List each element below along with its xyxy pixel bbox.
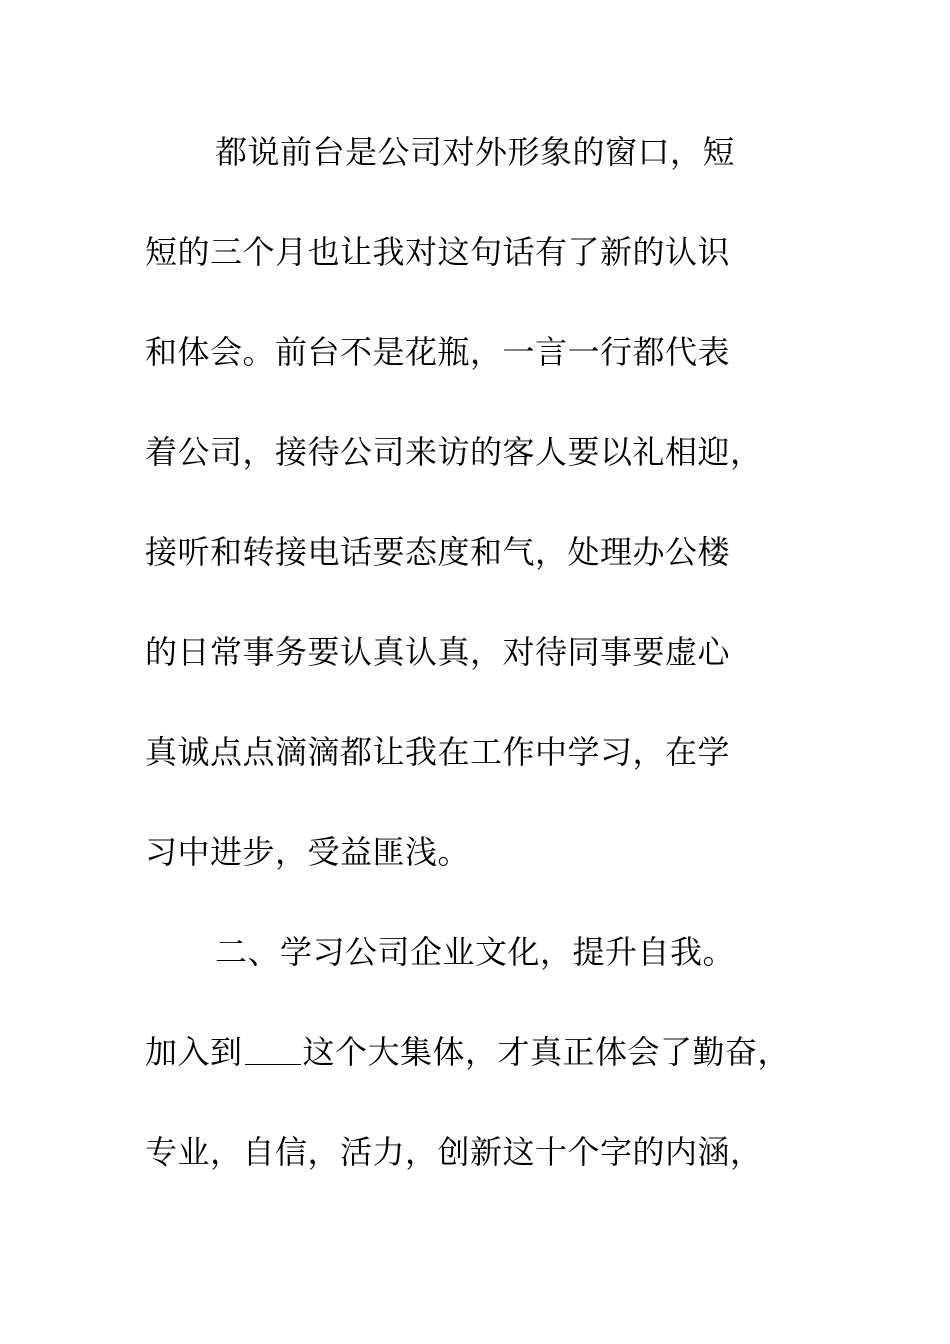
text-before-blank: 加入到 [145, 1033, 243, 1071]
paragraph-line: 都说前台是公司对外形象的窗口，短 [215, 133, 736, 171]
paragraph-line: 的日常事务要认真认真，对待同事要虚心 [145, 633, 731, 671]
section-heading: 二、学习公司企业文化，提升自我。 [215, 933, 736, 971]
paragraph-line: 着公司，接待公司来访的客人要以礼相迎， [145, 433, 763, 471]
paragraph-line: 短的三个月也让我对这句话有了新的认识 [145, 233, 731, 271]
text-after-blank: 这个大集体，才真正体会了勤奋， [302, 1033, 791, 1071]
paragraph-line: 专业，自信，活力，创新这十个字的内涵， [145, 1133, 763, 1171]
paragraph-line [145, 1022, 845, 1082]
paragraph-line: 和体会。前台不是花瓶，一言一行都代表 [145, 333, 731, 371]
paragraph-line: 真诚点点滴滴都让我在工作中学习，在学 [145, 733, 731, 771]
fill-in-blank [245, 1024, 301, 1065]
paragraph-line: 习中进步，受益匪浅。 [145, 833, 471, 871]
paragraph-line: 接听和转接电话要态度和气，处理办公楼 [145, 533, 731, 571]
